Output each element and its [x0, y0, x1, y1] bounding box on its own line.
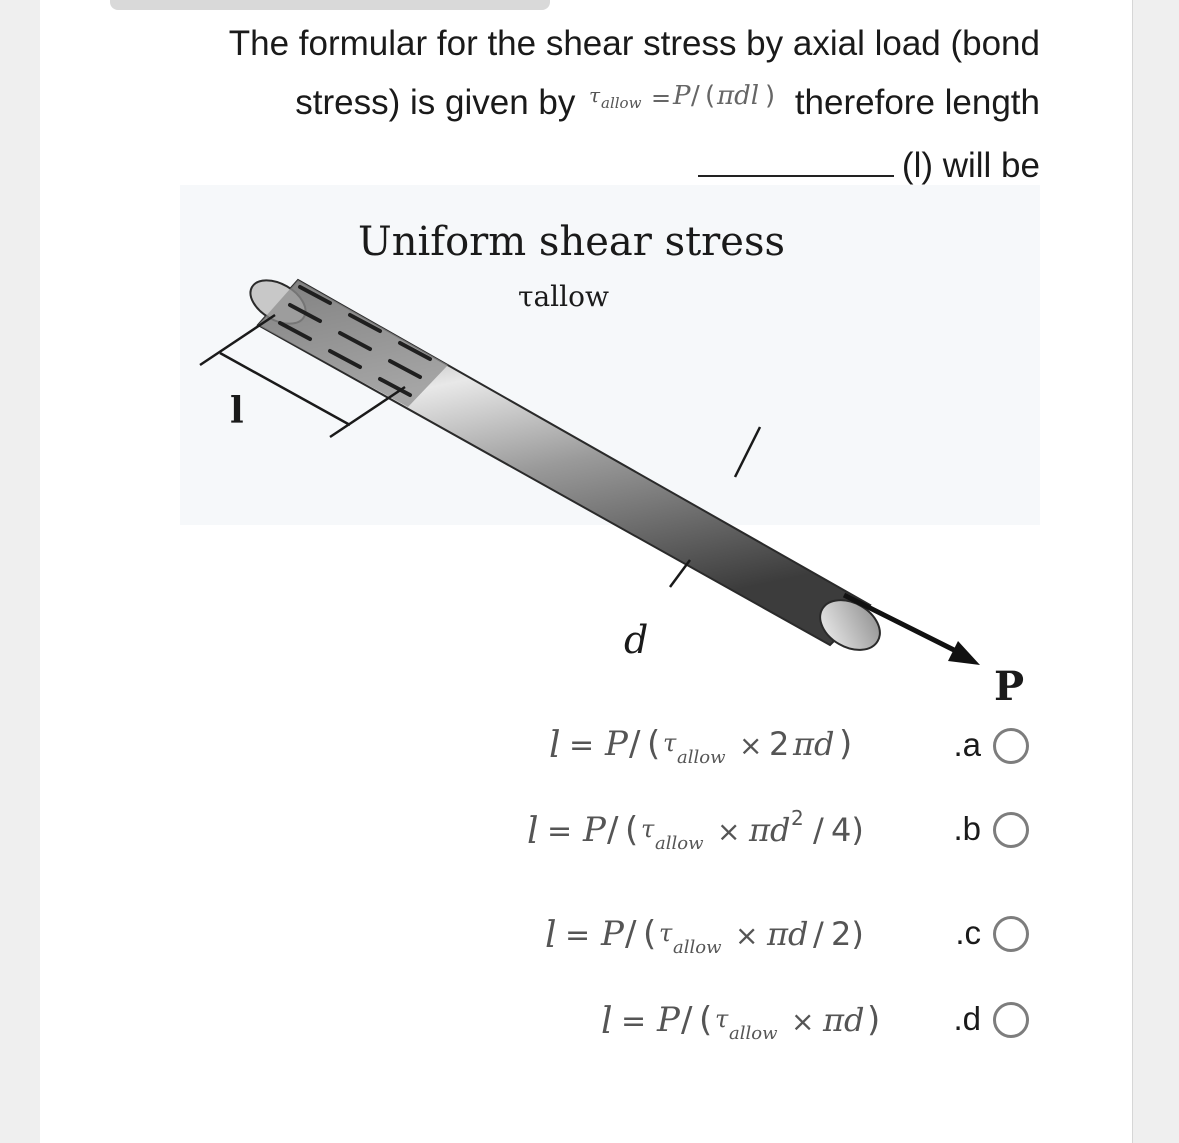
option-b-letter: .b — [953, 810, 981, 847]
answer-blank — [698, 157, 894, 177]
svg-text:τ: τ — [715, 1005, 729, 1033]
option-d-letter: .d — [953, 1000, 981, 1037]
previous-card-shadow — [110, 0, 550, 10]
svg-text:P: P — [673, 81, 691, 111]
svg-text:=: = — [621, 1004, 647, 1039]
svg-text:πd: πd — [749, 811, 791, 849]
svg-text:4): 4) — [831, 811, 865, 849]
svg-text:/: / — [691, 81, 700, 111]
svg-text:=: = — [565, 918, 591, 953]
svg-text:×: × — [739, 729, 763, 762]
left-margin — [0, 0, 41, 1143]
svg-text:/: / — [607, 810, 619, 850]
option-c-formula — [545, 907, 949, 959]
option-a[interactable] — [549, 720, 1031, 770]
svg-text:τ: τ — [659, 919, 673, 947]
option-b-formula — [527, 803, 947, 855]
question-line-2 — [295, 80, 1040, 129]
svg-text:l: l — [527, 811, 539, 852]
svg-text:/: / — [681, 1000, 693, 1040]
svg-text:2: 2 — [769, 725, 790, 763]
svg-text:): ) — [867, 1000, 881, 1040]
svg-text:/: / — [813, 915, 825, 953]
option-d-formula — [601, 993, 947, 1045]
svg-text:τ: τ — [641, 815, 655, 843]
svg-text:(: ( — [699, 1000, 713, 1040]
svg-text:=: = — [547, 814, 573, 849]
svg-text:): ) — [765, 81, 776, 111]
svg-text:P: P — [605, 724, 629, 764]
given-formula — [585, 80, 785, 129]
option-a-letter: .a — [953, 726, 981, 763]
svg-text:πdl: πdl — [717, 81, 760, 111]
question-line-3-text: (l) will be — [901, 146, 1040, 185]
diameter-label: d — [624, 618, 649, 662]
option-a-formula — [549, 721, 947, 769]
svg-text:P: P — [583, 810, 607, 850]
option-c-letter: .c — [955, 914, 981, 951]
svg-text:allow: allow — [601, 94, 642, 112]
option-b[interactable] — [527, 804, 1031, 854]
svg-text:allow: allow — [655, 833, 704, 854]
option-a-radio[interactable] — [993, 728, 1029, 764]
svg-text:×: × — [735, 919, 759, 952]
svg-text:(: ( — [647, 724, 661, 764]
svg-text:πd: πd — [767, 915, 809, 953]
svg-text:(: ( — [705, 81, 716, 111]
svg-text:×: × — [791, 1005, 815, 1038]
svg-text:2): 2) — [831, 915, 865, 953]
figure-title: Uniform shear stress — [358, 219, 786, 265]
option-b-radio[interactable] — [993, 812, 1029, 848]
svg-text:/: / — [813, 811, 825, 849]
svg-text:2: 2 — [791, 806, 805, 830]
svg-text:/: / — [629, 724, 641, 764]
svg-text:allow: allow — [677, 747, 726, 768]
svg-text:πd: πd — [823, 1001, 865, 1039]
shear-stress-figure — [180, 175, 1040, 705]
option-d-radio[interactable] — [993, 1002, 1029, 1038]
svg-text:l: l — [545, 915, 557, 956]
svg-text:allow: allow — [673, 937, 722, 958]
question-line-1: The formular for the shear stress by axial load (bond — [228, 24, 1040, 63]
svg-text:×: × — [717, 815, 741, 848]
length-label: l — [230, 390, 244, 432]
option-c[interactable] — [545, 908, 1031, 958]
svg-text:): ) — [839, 724, 853, 764]
svg-text:(: ( — [643, 914, 657, 954]
svg-text:P: P — [657, 1000, 681, 1040]
svg-text:l: l — [549, 725, 561, 766]
svg-text:(: ( — [625, 810, 639, 850]
option-d[interactable] — [601, 994, 1031, 1044]
svg-text:/: / — [625, 914, 637, 954]
tau-allow-label: τallow — [518, 280, 609, 313]
svg-text:=: = — [569, 728, 595, 763]
svg-text:=: = — [651, 84, 672, 112]
svg-text:allow: allow — [729, 1023, 778, 1044]
question-line-2-end: therefore length — [794, 82, 1040, 122]
svg-text:P: P — [601, 914, 625, 954]
load-label: P — [994, 663, 1025, 705]
svg-text:πd: πd — [793, 725, 835, 763]
svg-text:l: l — [601, 1001, 613, 1042]
svg-text:τ: τ — [663, 729, 677, 757]
question-line-2-start: stress) is given by — [295, 82, 576, 122]
right-margin — [1132, 0, 1179, 1143]
svg-text:τ: τ — [589, 83, 601, 107]
option-c-radio[interactable] — [993, 916, 1029, 952]
